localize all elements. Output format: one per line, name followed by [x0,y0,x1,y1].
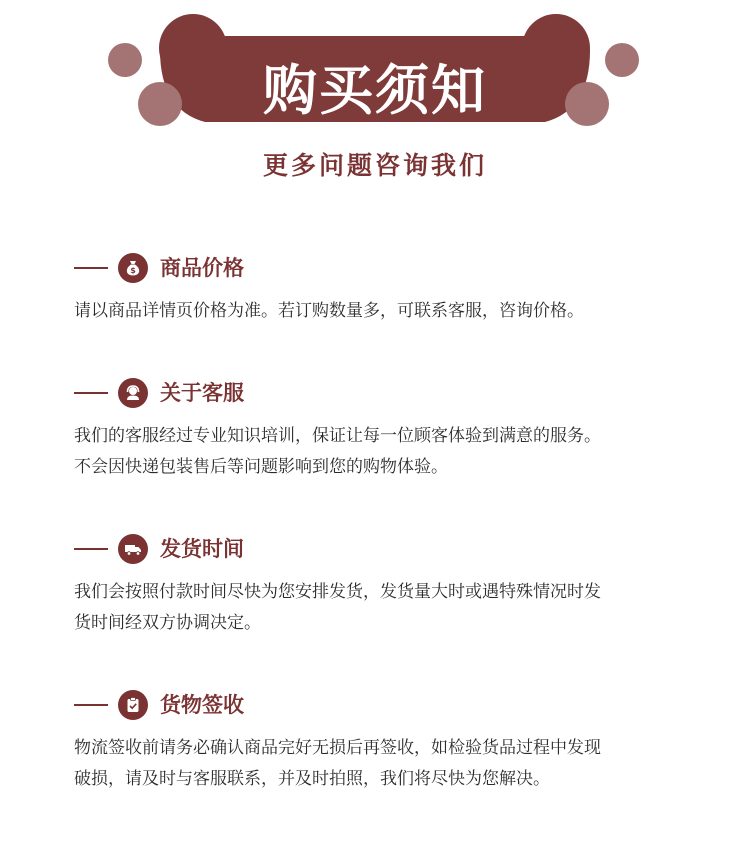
customer-service-icon [118,378,148,408]
section-price [74,252,694,327]
page-subtitle: 更多问题咨询我们 [262,151,487,180]
header-banner [0,0,750,200]
section-header [74,533,694,565]
section-body [74,296,694,327]
body-line: 货时间经双方协调决定。 [74,613,261,633]
svg-text:$: $ [130,266,136,275]
body-line: 请以商品详情页价格为准。若订购数量多，可联系客服，咨询价格。 [74,301,584,321]
clipboard-check-icon [118,690,148,720]
section-dash [74,704,108,706]
section-title: 货物签收 [160,693,244,717]
section-dash [74,267,108,269]
delivery-truck-icon [118,534,148,564]
section-header [74,252,694,284]
body-line: 破损，请及时与客服联系，并及时拍照，我们将尽快为您解决。 [74,769,550,789]
money-bag-icon [118,253,148,283]
section-body [74,421,694,483]
section-shipping-time [74,533,694,639]
section-header [74,689,694,721]
page-title: 购买须知 [263,59,487,122]
body-line: 物流签收前请务必确认商品完好无损后再签收，如检验货品过程中发现 [74,738,601,758]
section-body [74,577,694,639]
section-customer-service [74,377,694,483]
body-line: 我们的客服经过专业知识培训，保证让每一位顾客体验到满意的服务。 [74,426,601,446]
section-dash [74,392,108,394]
section-header [74,377,694,409]
section-delivery-receipt [74,689,694,795]
section-title: 发货时间 [160,537,244,561]
body-line: 不会因快递包装售后等问题影响到您的购物体验。 [74,457,448,477]
section-title: 商品价格 [160,256,244,280]
body-line: 我们会按照付款时间尽快为您安排发货，发货量大时或遇特殊情况时发 [74,582,601,602]
section-body [74,733,694,795]
section-title: 关于客服 [160,381,244,405]
section-dash [74,548,108,550]
